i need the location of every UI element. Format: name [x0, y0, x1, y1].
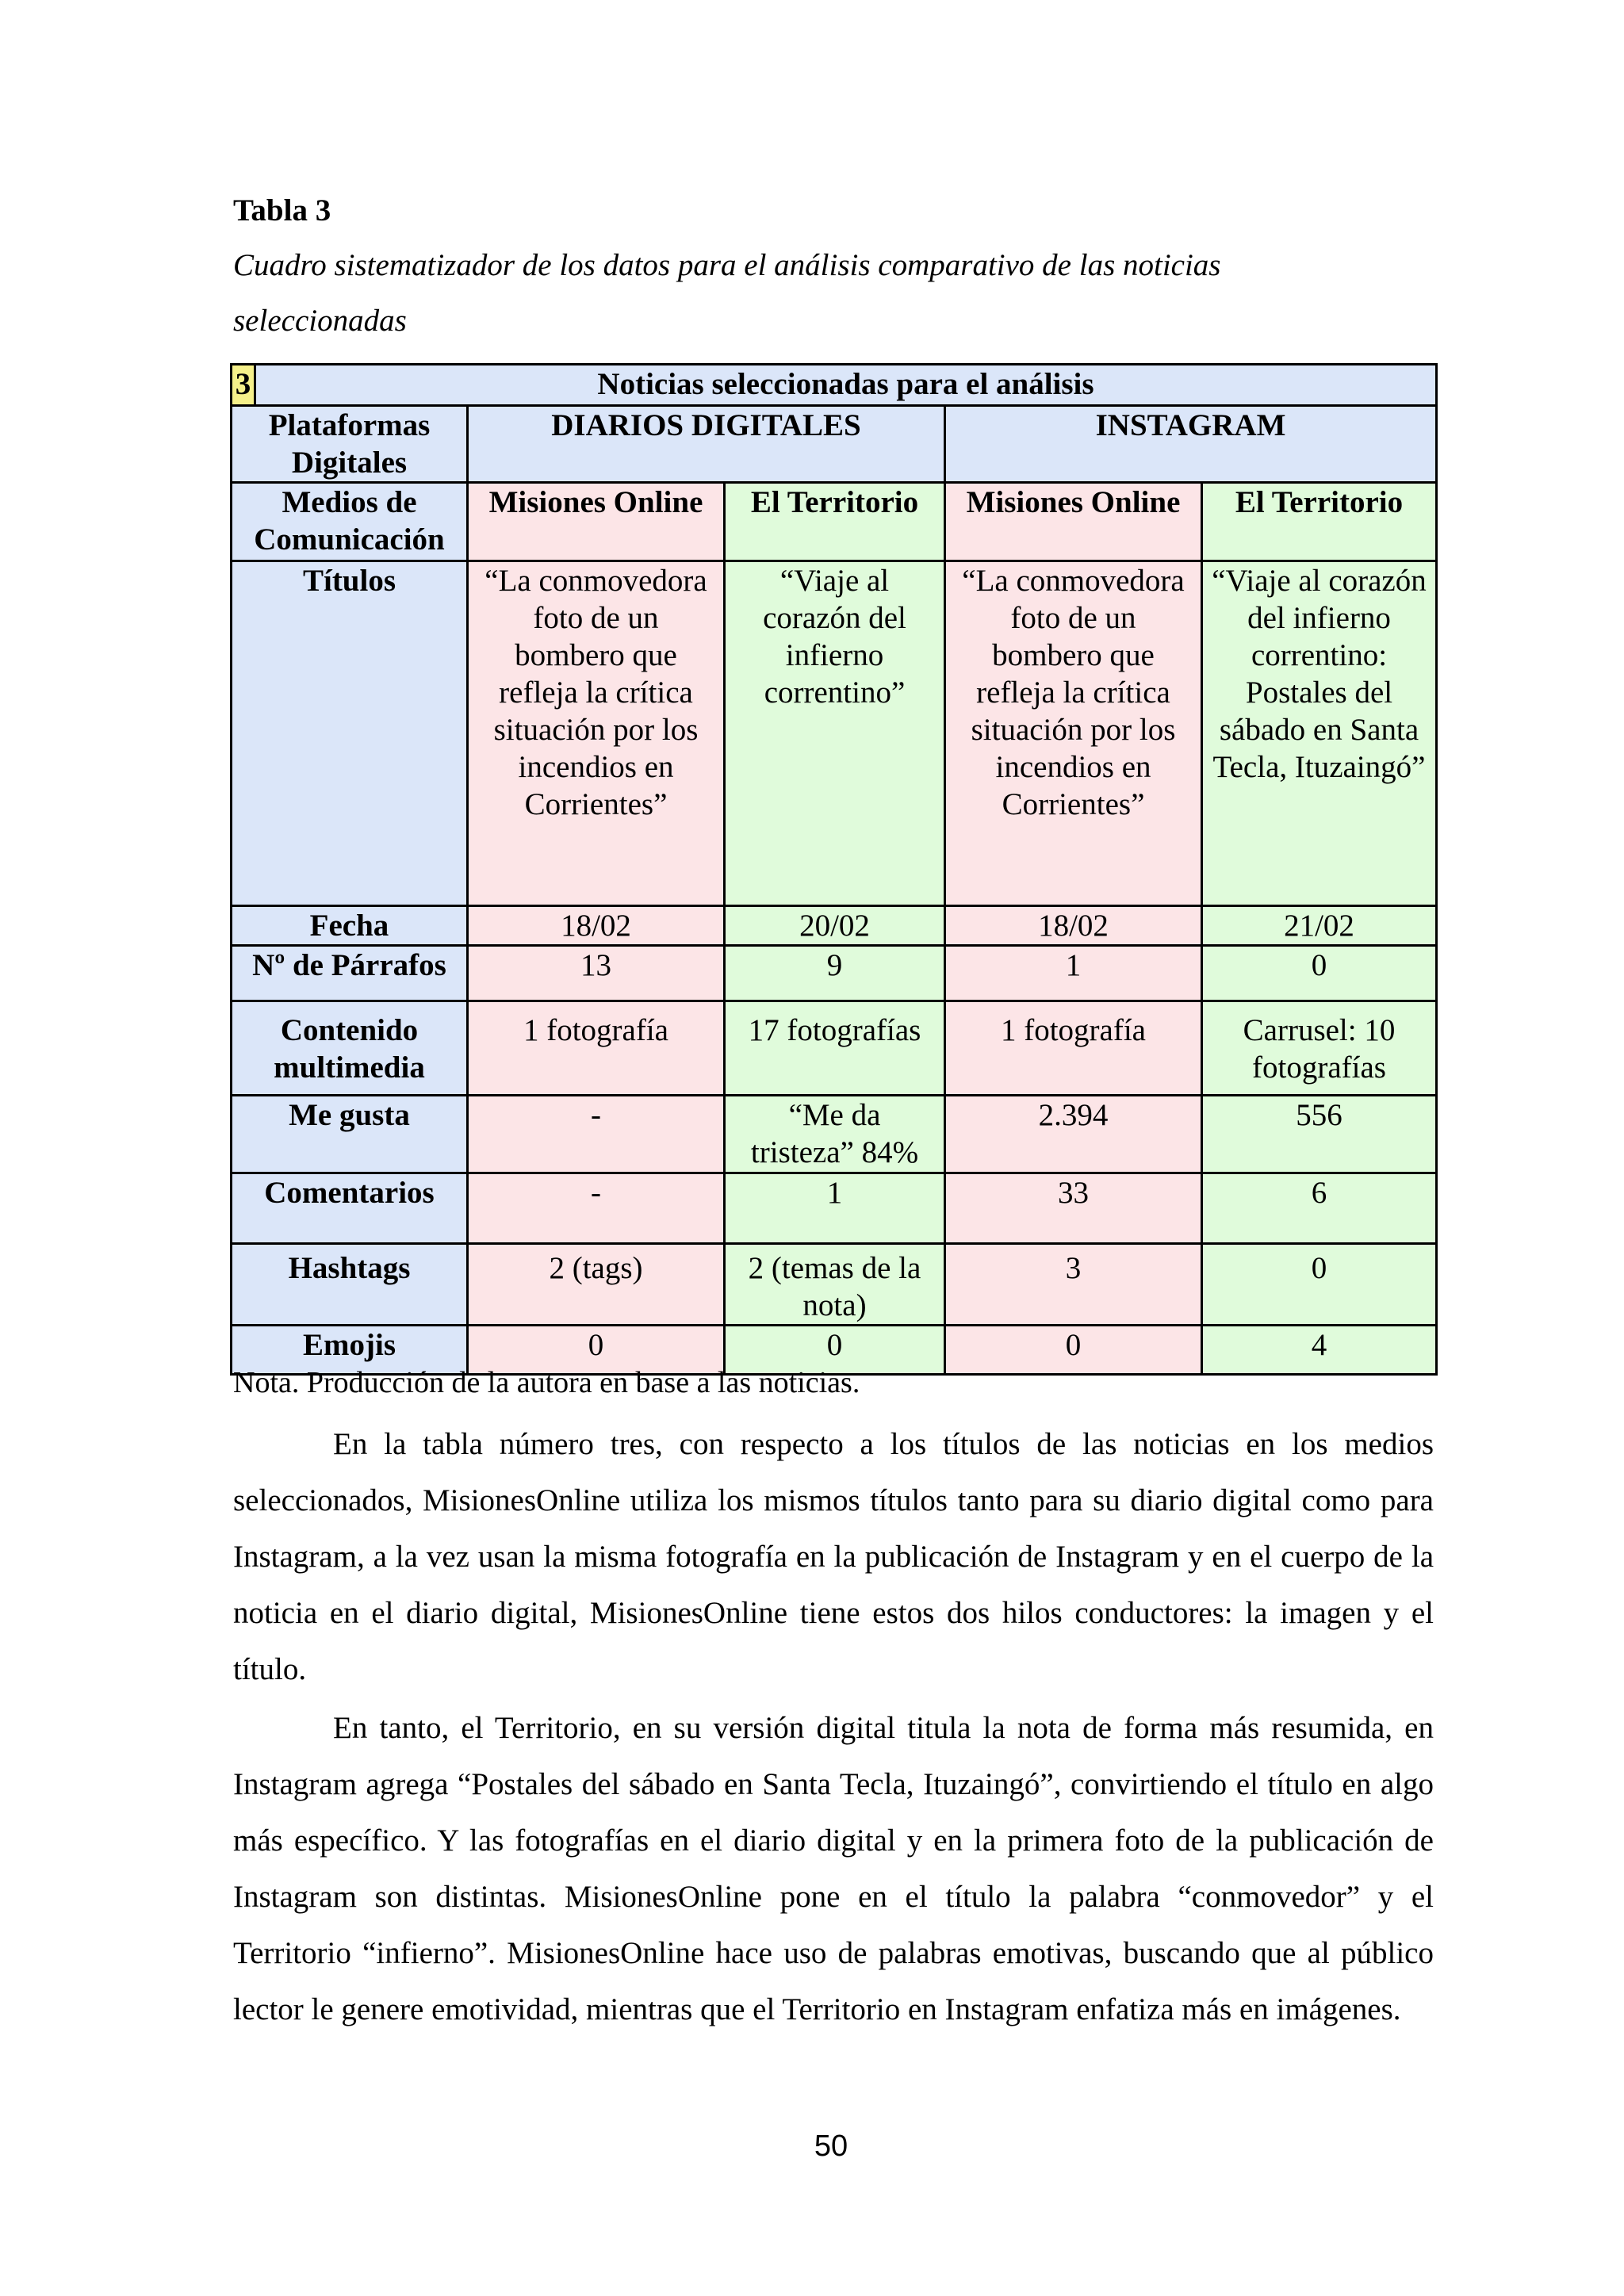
table-cell: 556: [1202, 1096, 1437, 1173]
table-cell: Carrusel: 10 fotografías: [1202, 1001, 1437, 1096]
table-cell: -: [468, 1173, 725, 1244]
table-cell: 6: [1202, 1173, 1437, 1244]
table-cell: 18/02: [945, 906, 1202, 946]
table-cell: 0: [945, 1326, 1202, 1375]
table-cell: 21/02: [1202, 906, 1437, 946]
table-cell: 18/02: [468, 906, 725, 946]
row-label: Comentarios: [232, 1173, 468, 1244]
table-cell: 0: [468, 1326, 725, 1375]
row-label: Me gusta: [232, 1096, 468, 1173]
table-cell: 0: [1202, 1244, 1437, 1326]
row-label: Nº de Párrafos: [232, 946, 468, 1001]
table-cell: 9: [725, 946, 945, 1001]
table-cell: “Viaje al corazón del infierno correntino”: [725, 561, 945, 906]
table-cell: 1 fotografía: [945, 1001, 1202, 1096]
body-paragraph: [233, 1700, 1434, 2038]
page-number: 50: [814, 2130, 848, 2163]
table-cell: 0: [1202, 946, 1437, 1001]
row-label: Títulos: [232, 561, 468, 906]
table-caption-continued: seleccionadas: [233, 304, 407, 338]
table-main-title: Noticias seleccionadas para el análisis: [255, 365, 1437, 406]
table-cell: -: [468, 1096, 725, 1173]
table-cell: 4: [1202, 1326, 1437, 1375]
table-cell: 0: [725, 1326, 945, 1375]
row-label: Hashtags: [232, 1244, 468, 1326]
media-header: El Territorio: [725, 483, 945, 561]
table-cell: 17 fotografías: [725, 1001, 945, 1096]
table-cell: 33: [945, 1173, 1202, 1244]
table-cell: 2.394: [945, 1096, 1202, 1173]
table-cell: 13: [468, 946, 725, 1001]
paragraph-text: En la tabla número tres, con respecto a los títulos de las noticias en los medios seleccionados, MisionesOnline utiliza los mismos títulos tanto para su diario digital como para Instagram, a la vez usan la misma fotografía en la publicación de Instagram y en el cuerpo de la noticia en el diario digital, MisionesOnline tiene estos dos hilos conductores: la imagen y el título.: [233, 1427, 1434, 1686]
media-header: El Territorio: [1202, 483, 1437, 561]
body-paragraph: [233, 1416, 1434, 1697]
table-cell: 2 (temas de la nota): [725, 1244, 945, 1326]
comparison-table: [230, 363, 1438, 1376]
table-cell: “La conmovedora foto de un bombero que refleja la crítica situación por los incendios en Corrientes”: [468, 561, 725, 906]
media-label: Medios de Comunicación: [232, 483, 468, 561]
platform-label: Plataformas Digitales: [232, 406, 468, 483]
table-cell: “Me da tristeza” 84%: [725, 1096, 945, 1173]
media-header: Misiones Online: [468, 483, 725, 561]
row-label: Emojis: [232, 1326, 468, 1375]
table-cell: 1: [945, 946, 1202, 1001]
table-cell: “La conmovedora foto de un bombero que refleja la crítica situación por los incendios en Corrientes”: [945, 561, 1202, 906]
table-note: Nota. Producción de la autora en base a las noticias.: [233, 1366, 860, 1399]
table-cell: “Viaje al corazón del infierno correntino: Postales del sábado en Santa Tecla, Ituzaingó”: [1202, 561, 1437, 906]
platform-digital-header: DIARIOS DIGITALES: [468, 406, 945, 483]
table-caption: Cuadro sistematizador de los datos para el análisis comparativo de las noticias: [233, 248, 1221, 282]
table-number: Tabla 3: [233, 193, 331, 228]
platform-instagram-header: INSTAGRAM: [945, 406, 1437, 483]
table-cell: 3: [945, 1244, 1202, 1326]
row-label: Contenido multimedia: [232, 1001, 468, 1096]
table-cell: 1: [725, 1173, 945, 1244]
table-corner-cell: 3: [232, 365, 255, 406]
table-cell: 1 fotografía: [468, 1001, 725, 1096]
table-cell: 2 (tags): [468, 1244, 725, 1326]
paragraph-text: En tanto, el Territorio, en su versión digital titula la nota de forma más resumida, en Instagram agrega “Postales del sábado en Santa Tecla, Ituzaingó”, convirtiendo el título en algo más específico. Y las fotografías en el diario digital y en la primera foto de la publicación de Instagram son distintas. MisionesOnline pone en el título la palabra “conmovedor” y el Territorio “infierno”. MisionesOnline hace uso de palabras emotivas, buscando que al público lector le genere emotividad, mientras que el Territorio en Instagram enfatiza más en imágenes.: [233, 1711, 1434, 2026]
table-cell: 20/02: [725, 906, 945, 946]
media-header: Misiones Online: [945, 483, 1202, 561]
row-label: Fecha: [232, 906, 468, 946]
